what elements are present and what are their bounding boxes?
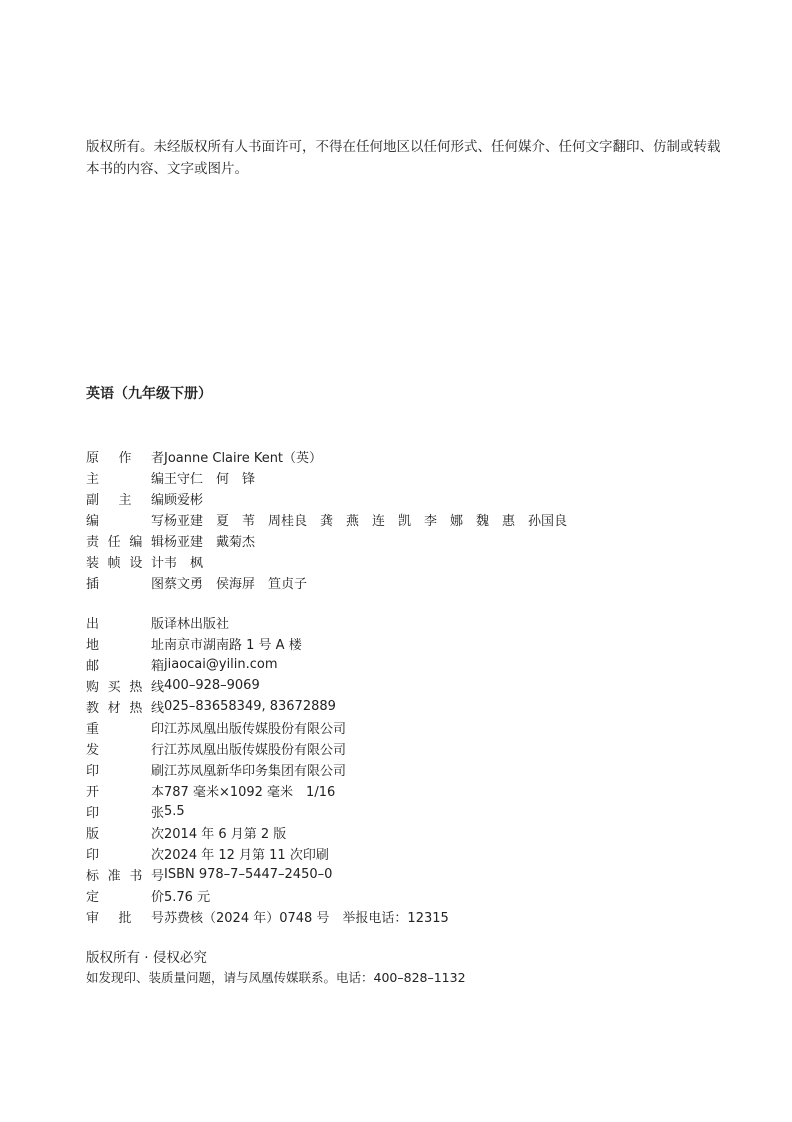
publishing-value: 苏费核（2024 年）0748 号 举报电话：12315 — [164, 911, 449, 926]
publishing-block — [86, 612, 449, 927]
credit-value: 王守仁 何 锋 — [164, 472, 256, 487]
publishing-row — [86, 885, 449, 906]
credit-label: 编写 — [86, 514, 164, 529]
credit-label: 原作者 — [86, 451, 164, 466]
publishing-value: 2024 年 12 月第 11 次印刷 — [164, 848, 329, 863]
publishing-value: 400–928–9069 — [164, 678, 260, 693]
credit-value: 蔡文勇 侯海屏 笪贞子 — [164, 577, 308, 592]
publishing-row — [86, 738, 449, 759]
publishing-value: ISBN 978–7–5447–2450–0 — [164, 867, 333, 882]
publishing-row — [86, 843, 449, 864]
publishing-label: 定价 — [86, 890, 164, 905]
publishing-row — [86, 759, 449, 780]
credit-row — [86, 509, 567, 530]
rights-reserved: 版权所有 · 侵权必究 — [86, 950, 207, 966]
publishing-label: 开本 — [86, 785, 164, 800]
publishing-value: 译林出版社 — [164, 617, 230, 632]
publishing-row — [86, 654, 449, 675]
publishing-label: 邮箱 — [86, 659, 164, 674]
credit-row — [86, 446, 567, 467]
publishing-value: 2014 年 6 月第 2 版 — [164, 827, 287, 842]
publishing-row — [86, 864, 449, 885]
publishing-row — [86, 717, 449, 738]
publishing-label: 发行 — [86, 743, 164, 758]
publishing-value: 025–83658349, 83672889 — [164, 699, 336, 714]
publishing-value: 787 毫米×1092 毫米 1/16 — [164, 785, 336, 800]
publishing-label: 重印 — [86, 722, 164, 737]
credit-value: 杨亚建 夏 苇 周桂良 龚 燕 连 凯 李 娜 魏 惠 孙国良 — [164, 514, 568, 529]
publishing-label: 教材热线 — [86, 701, 164, 716]
credit-row — [86, 551, 567, 572]
credit-value: 杨亚建 戴菊杰 — [164, 535, 256, 550]
credits-block — [86, 446, 567, 593]
publishing-label: 购买热线 — [86, 680, 164, 695]
publishing-label: 标准书号 — [86, 869, 164, 884]
credit-row — [86, 530, 567, 551]
publishing-value: jiaocai@yilin.com — [164, 657, 278, 672]
publishing-row — [86, 801, 449, 822]
publishing-label: 出版 — [86, 617, 164, 632]
publishing-label: 印张 — [86, 806, 164, 821]
publishing-row — [86, 780, 449, 801]
credit-label: 主编 — [86, 472, 164, 487]
credit-value: 韦 枫 — [164, 556, 204, 571]
publishing-label: 印刷 — [86, 764, 164, 779]
publishing-row — [86, 906, 449, 927]
publishing-value: 5.76 元 — [164, 890, 211, 905]
publishing-value: 江苏凤凰出版传媒股份有限公司 — [164, 743, 347, 758]
credit-label: 责任编辑 — [86, 535, 164, 550]
publishing-row — [86, 696, 449, 717]
book-title: 英语（九年级下册） — [86, 386, 212, 402]
publishing-row — [86, 822, 449, 843]
credit-value: Joanne Claire Kent（英） — [164, 451, 323, 466]
copyright-notice: 版权所有。未经版权所有人书面许可，不得在任何地区以任何形式、任何媒介、任何文字翻印、仿制或转载本书的内容、文字或图片。 — [86, 139, 721, 177]
credit-label: 装帧设计 — [86, 556, 164, 571]
publishing-label: 地址 — [86, 638, 164, 653]
publishing-value: 南京市湖南路 1 号 A 楼 — [164, 638, 302, 653]
publishing-row — [86, 612, 449, 633]
credit-value: 顾爱彬 — [164, 493, 204, 508]
publishing-label: 印次 — [86, 848, 164, 863]
credit-label: 副主编 — [86, 493, 164, 508]
credit-row — [86, 467, 567, 488]
credit-label: 插图 — [86, 577, 164, 592]
contact-notice: 如发现印、装质量问题，请与凤凰传媒联系。电话：400–828–1132 — [86, 970, 466, 985]
publishing-label: 审批号 — [86, 911, 164, 926]
credit-row — [86, 488, 567, 509]
publishing-label: 版次 — [86, 827, 164, 842]
publishing-value: 江苏凤凰新华印务集团有限公司 — [164, 764, 347, 779]
publishing-row — [86, 675, 449, 696]
publishing-value: 5.5 — [164, 804, 185, 819]
credit-row — [86, 572, 567, 593]
publishing-value: 江苏凤凰出版传媒股份有限公司 — [164, 722, 347, 737]
publishing-row — [86, 633, 449, 654]
